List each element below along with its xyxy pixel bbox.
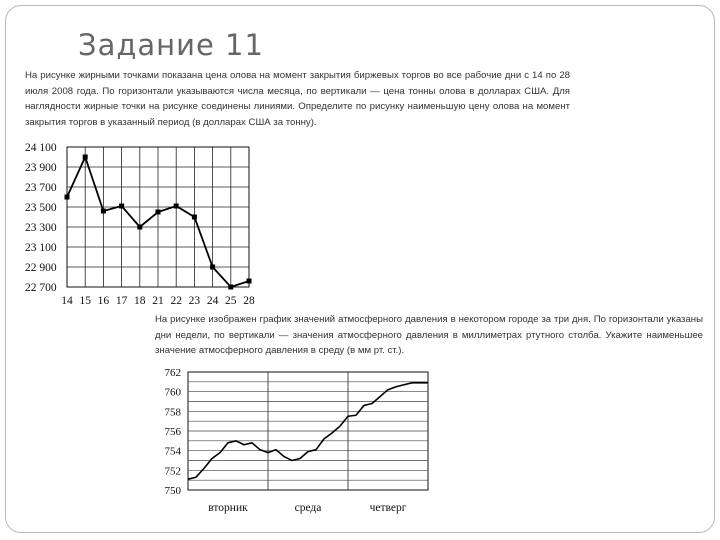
chart1-y-tick-label: 22 700	[25, 282, 57, 294]
chart1-x-tick-label: 24	[206, 295, 219, 307]
chart1-x-tick-label: 23	[188, 295, 201, 307]
chart1-y-tick-label: 23 700	[25, 182, 57, 194]
chart1-x-tick-label: 21	[152, 295, 164, 307]
chart2-y-tick-label: 754	[164, 445, 181, 458]
chart1-y-tick-label: 23 100	[25, 242, 57, 254]
chart1-x-tick-label: 18	[134, 295, 146, 307]
slide-title: Задание 11	[78, 28, 264, 62]
chart1-x-tick-label: 28	[243, 295, 255, 307]
chart1-y-tick-label: 23 300	[25, 222, 57, 234]
chart2-y-tick-label: 758	[164, 406, 181, 419]
chart2-y-tick-label: 762	[164, 367, 181, 379]
chart2-y-tick-label: 756	[164, 426, 181, 438]
chart1-x-tick-label: 16	[97, 295, 110, 307]
chart1-x-tick-label: 15	[79, 295, 91, 307]
chart2-y-tick-label: 752	[164, 465, 181, 478]
chart2-x-tick-label: четверг	[369, 502, 407, 514]
chart1-y-tick-label: 23 900	[25, 162, 57, 174]
task2-text: На рисунке изображен график значений атмосферного давления в некотором городе за три дня. По горизонтали указаны дни недели, по вертикали — значения атмосферного давления в миллиметрах ртутного столба. Укажите наименьшее значение атмосферного давления в среду (в мм рт. ст.).	[155, 314, 703, 356]
chart1-y-tick-label: 22 900	[25, 262, 57, 274]
chart1-y-tick-label: 23 500	[25, 202, 57, 214]
chart2-y-tick-label: 750	[164, 485, 181, 497]
task1-text: На рисунке жирными точками показана цена олова на момент закрытия биржевых торгов во все рабочие дни с 14 по 28 июля 2008 года. По горизонтали указываются числа месяца, по вертикали — цена тонны олова в долларах США. Для наглядности жирные точки на рисунке соединены линиями. Определите по рисунку наименьшую цену олова на момент закрытия торгов в указанный период (в долларах США за тонну).	[25, 70, 570, 128]
chart1-x-tick-label: 17	[115, 295, 128, 307]
chart2-y-tick-label: 760	[164, 386, 181, 399]
chart1-x-tick-label: 22	[170, 295, 182, 307]
chart1-y-tick-label: 24 100	[25, 142, 57, 154]
chart1-x-tick-label: 14	[61, 295, 73, 307]
chart2-x-tick-label: среда	[294, 502, 322, 514]
chart2-x-tick-label: вторник	[208, 502, 248, 514]
chart1-x-tick-label: 25	[225, 295, 237, 307]
